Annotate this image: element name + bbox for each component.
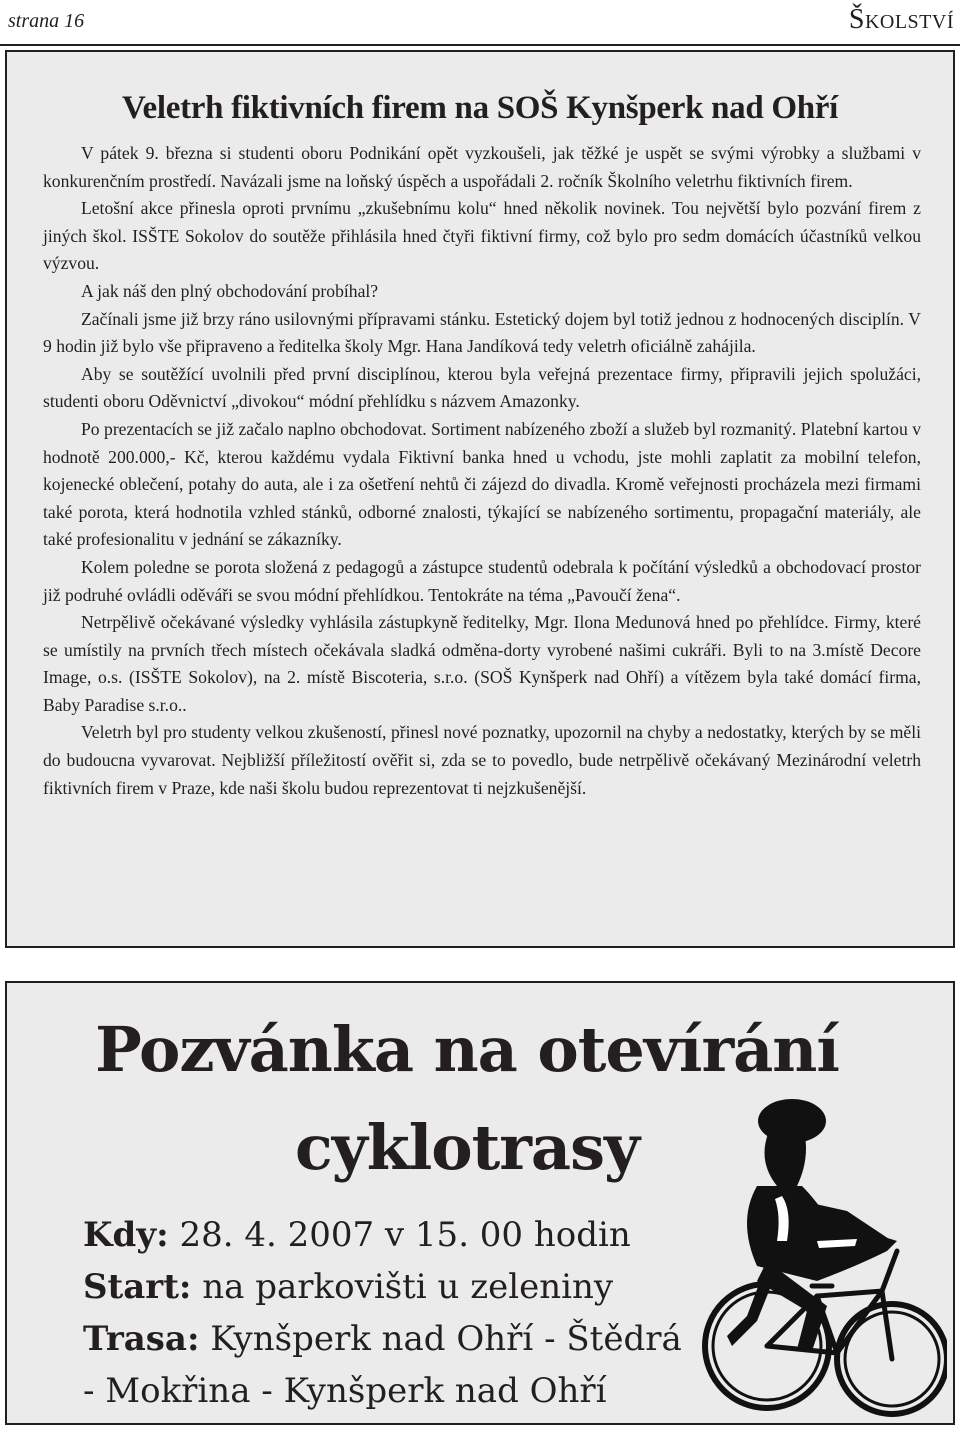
invitation-route: [83, 1313, 783, 1365]
start-value: na parkovišti u zeleniny: [191, 1267, 614, 1307]
article-paragraph: Aby se soutěžící uvolnili před první disciplínou, kterou byla veřejná prezentace firmy, připravili jejich spolužáci, studenti oboru Oděvnictví „divokou“ módní přehlídku s názvem Amazonky.: [43, 363, 921, 412]
invitation-when: [83, 1209, 783, 1261]
article-title: Veletrh fiktivních firem na SOŠ Kynšperk nad Ohří: [122, 90, 838, 126]
article-paragraph: Veletrh byl pro studenty velkou zkušeností, přinesl nové poznatky, upozornil na chyby a nedostatky, kterých by se měli do budoucna vyvarovat. Nejbližší příležitostí ověřit si, zda se to povedlo, bude netrpělivě očekávaný Mezinárodní veletrh fiktivních firem v Praze, kde naši školu budou reprezentovat ti nejzkušenější.: [43, 722, 921, 798]
article-paragraph: A jak náš den plný obchodování probíhal?: [81, 280, 379, 301]
article-paragraph: Po prezentacích se již začalo naplno obchodovat. Sortiment nabízeného zboží a služeb byl rozmanitý. Platební kartou v hodnotě 200.000,- Kč, kterou každému vydala Fiktivní banka hned u vchodu, jste mohli zaplatit za mobilní telefon, kojenecké oblečení, potahy do auta, ale i za ošetření nehtů či zájezd do divadla. Kromě veřejnosti procházela mezi firmami také porota, která hodnotila vzhled stánků, odborné znalosti, týkající se nabízeného sortimentu, propagační materiály, ale také profesionalitu v jednání se zákazníky.: [43, 418, 921, 550]
header-divider: [0, 44, 960, 46]
route-value-continued: - Mokřina - Kynšperk nad Ohří: [83, 1371, 607, 1411]
article-paragraph: Netrpělivě očekávané výsledky vyhlásila zástupkyně ředitelky, Mgr. Ilona Medunová hned po přehlídce. Firmy, které se umístily na prvních třech místech očekávala sladká odměna-dorty vyrobené našimi cukráři. Byli to na 3.místě Decore Image, o.s. (ISŠTE Sokolov), na 2. místě Biscoteria, s.r.o. (SOŠ Kynšperk nad Ohří) a vítězem byla také domácí firma, Baby Paradise s.r.o..: [43, 612, 921, 715]
when-label: Kdy:: [83, 1215, 169, 1255]
invitation-box: [5, 981, 955, 1425]
invitation-title: Pozvánka na otevírání cyklotrasy: [95, 1013, 839, 1184]
route-value: Kynšperk nad Ohří - Štědrá: [199, 1319, 682, 1359]
article-paragraph: Kolem poledne se porota složená z pedagogů a zástupce studentů odebrala k počítání výsledků a obchodovací prostor již podruhé ovládli oděváři se svou módní přehlídkou. Tentokráte na téma „Pavoučí žena“.: [43, 556, 921, 605]
when-value: 28. 4. 2007 v 15. 00 hodin: [168, 1215, 631, 1255]
invitation-route-continued: [83, 1365, 783, 1417]
invitation-start: [83, 1261, 783, 1313]
start-label: Start:: [83, 1267, 192, 1307]
article-box: [5, 50, 955, 948]
article-body: [43, 140, 921, 802]
section-title: Školství: [848, 4, 954, 35]
article-paragraph: Letošní akce přinesla oproti prvnímu „zkušebnímu kolu“ hned několik novinek. Tou největší bylo pozvání firem z jiných škol. ISŠTE Sokolov do soutěže přihlásila hned čtyři fiktivní firmy, což bylo pro sedm domácích účastníků velkou výzvou.: [43, 198, 921, 274]
invitation-details: [83, 1209, 783, 1417]
page-number: strana 16: [8, 10, 85, 32]
article-paragraph: Začínali jsme již brzy ráno usilovnými přípravami stánku. Estetický dojem byl totiž jednou z hodnocených disciplín. V 9 hodin již bylo vše připraveno a ředitelka školy Mgr. Hana Jandíková tedy veletrh oficiálně zahájila.: [43, 308, 921, 357]
route-label: Trasa:: [83, 1319, 200, 1359]
article-paragraph: V pátek 9. března si studenti oboru Podnikání opět vyzkoušeli, jak těžké je uspět se svými výrobky a službami v konkurenčním prostředí. Navázali jsme na loňský úspěch a uspořádali 2. ročník Školního veletrhu fiktivních firem.: [43, 143, 921, 191]
